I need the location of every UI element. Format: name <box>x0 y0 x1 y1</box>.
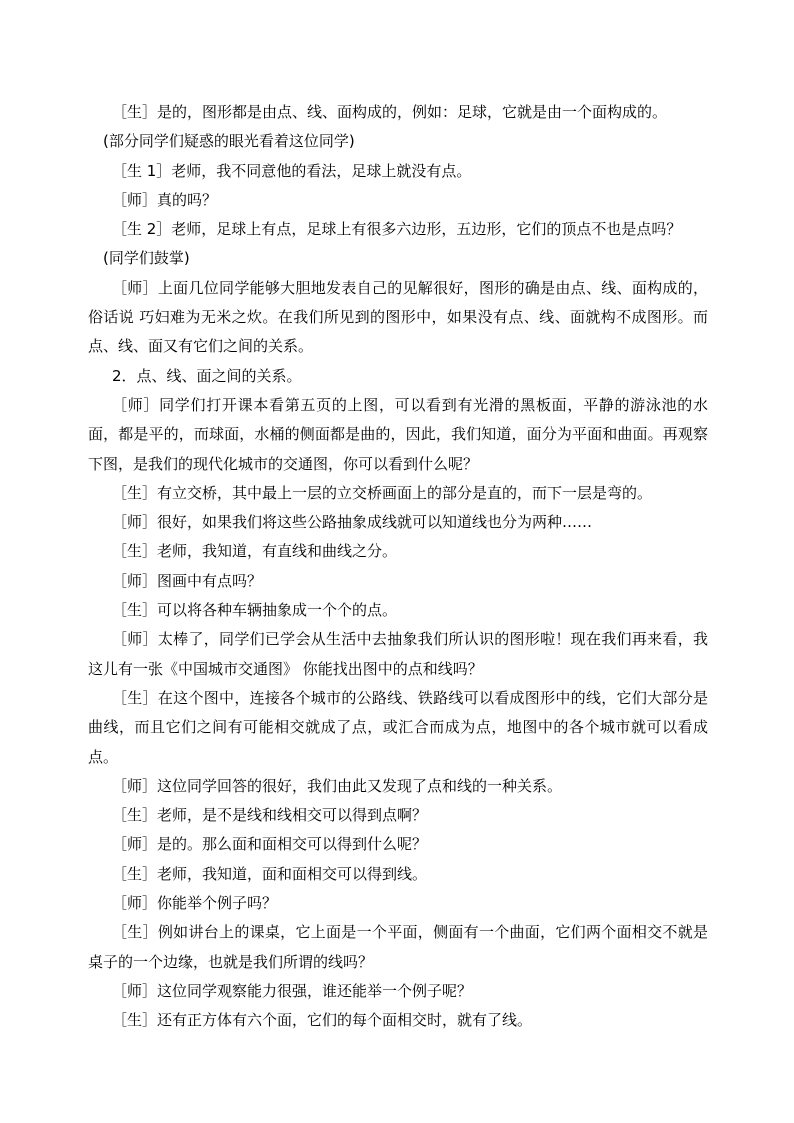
paragraph: ［生］老师，我知道，有直线和曲线之分。 <box>112 542 398 561</box>
paragraph: ［生］老师，我知道，面和面相交可以得到线。 <box>112 864 428 883</box>
paragraph: ［师］图画中有点吗？ <box>112 571 263 590</box>
paragraph: ［生 1］老师，我不同意他的看法，足球上就没有点。 <box>112 161 472 180</box>
paragraph: ［师］上面几位同学能够大胆地发表自己的见解很好，图形的确是由点、线、面构成的，俗话说 巧妇难为无米之炊。在我们所见到的图形中，如果没有点、线、面就构不成图形。而点、线、面又有它们之间的关系。 <box>88 278 708 356</box>
paragraph: ［生］例如讲台上的课桌，它上面是一个平面，侧面有一个曲面，它们两个面相交不就是桌子的一个边缘，也就是我们所谓的线吗？ <box>88 923 708 971</box>
paragraph: ［师］太棒了，同学们已学会从生活中去抽象我们所认识的图形啦！现在我们再来看，我这儿有一张《中国城市交通图》 你能找出图中的点和线吗？ <box>88 630 708 678</box>
paragraph: ［生］有立交桥，其中最上一层的立交桥画面上的部分是直的，而下一层是弯的。 <box>112 483 653 502</box>
paragraph: (部分同学们疑惑的眼光看着这位同学) <box>103 132 355 151</box>
paragraph: (同学们鼓掌) <box>103 249 190 268</box>
paragraph: ［师］同学们打开课本看第五页的上图，可以看到有光滑的黑板面，平静的游泳池的水面，都是平的，而球面，水桶的侧面都是曲的，因此，我们知道，面分为平面和曲面。再观察下图，是我们的现代化城市的交通图，你可以看到什么呢？ <box>88 395 708 473</box>
paragraph: ［生］老师，是不是线和线相交可以得到点啊？ <box>112 806 428 825</box>
document-body <box>88 98 708 1036</box>
paragraph: ［生］是的，图形都是由点、线、面构成的，例如：足球，它就是由一个面构成的。 <box>112 103 668 121</box>
paragraph: ［师］这位同学观察能力很强，谁还能举一个例子呢？ <box>112 981 473 1000</box>
paragraph: ［生 2］老师，足球上有点，足球上有很多六边形，五边形，它们的顶点不也是点吗？ <box>112 220 682 239</box>
paragraph: ［师］你能举个例子吗？ <box>112 894 278 913</box>
paragraph: ［师］是的。那么面和面相交可以得到什么呢？ <box>112 835 428 854</box>
section-heading: 2．点、线、面之间的关系。 <box>112 366 302 385</box>
paragraph: ［生］在这个图中，连接各个城市的公路线、铁路线可以看成图形中的线，它们大部分是曲线，而且它们之间有可能相交就成了点，或汇合而成为点，地图中的各个城市就可以看成点。 <box>88 688 708 766</box>
paragraph: ［生］还有正方体有六个面，它们的每个面相交时，就有了线。 <box>112 1011 533 1030</box>
paragraph: ［师］很好，如果我们将这些公路抽象成线就可以知道线也分为两种…… <box>112 513 593 532</box>
paragraph: ［师］这位同学回答的很好，我们由此又发现了点和线的一种关系。 <box>112 776 563 795</box>
paragraph: ［生］可以将各种车辆抽象成一个个的点。 <box>112 601 398 620</box>
paragraph: ［师］真的吗？ <box>112 190 218 209</box>
